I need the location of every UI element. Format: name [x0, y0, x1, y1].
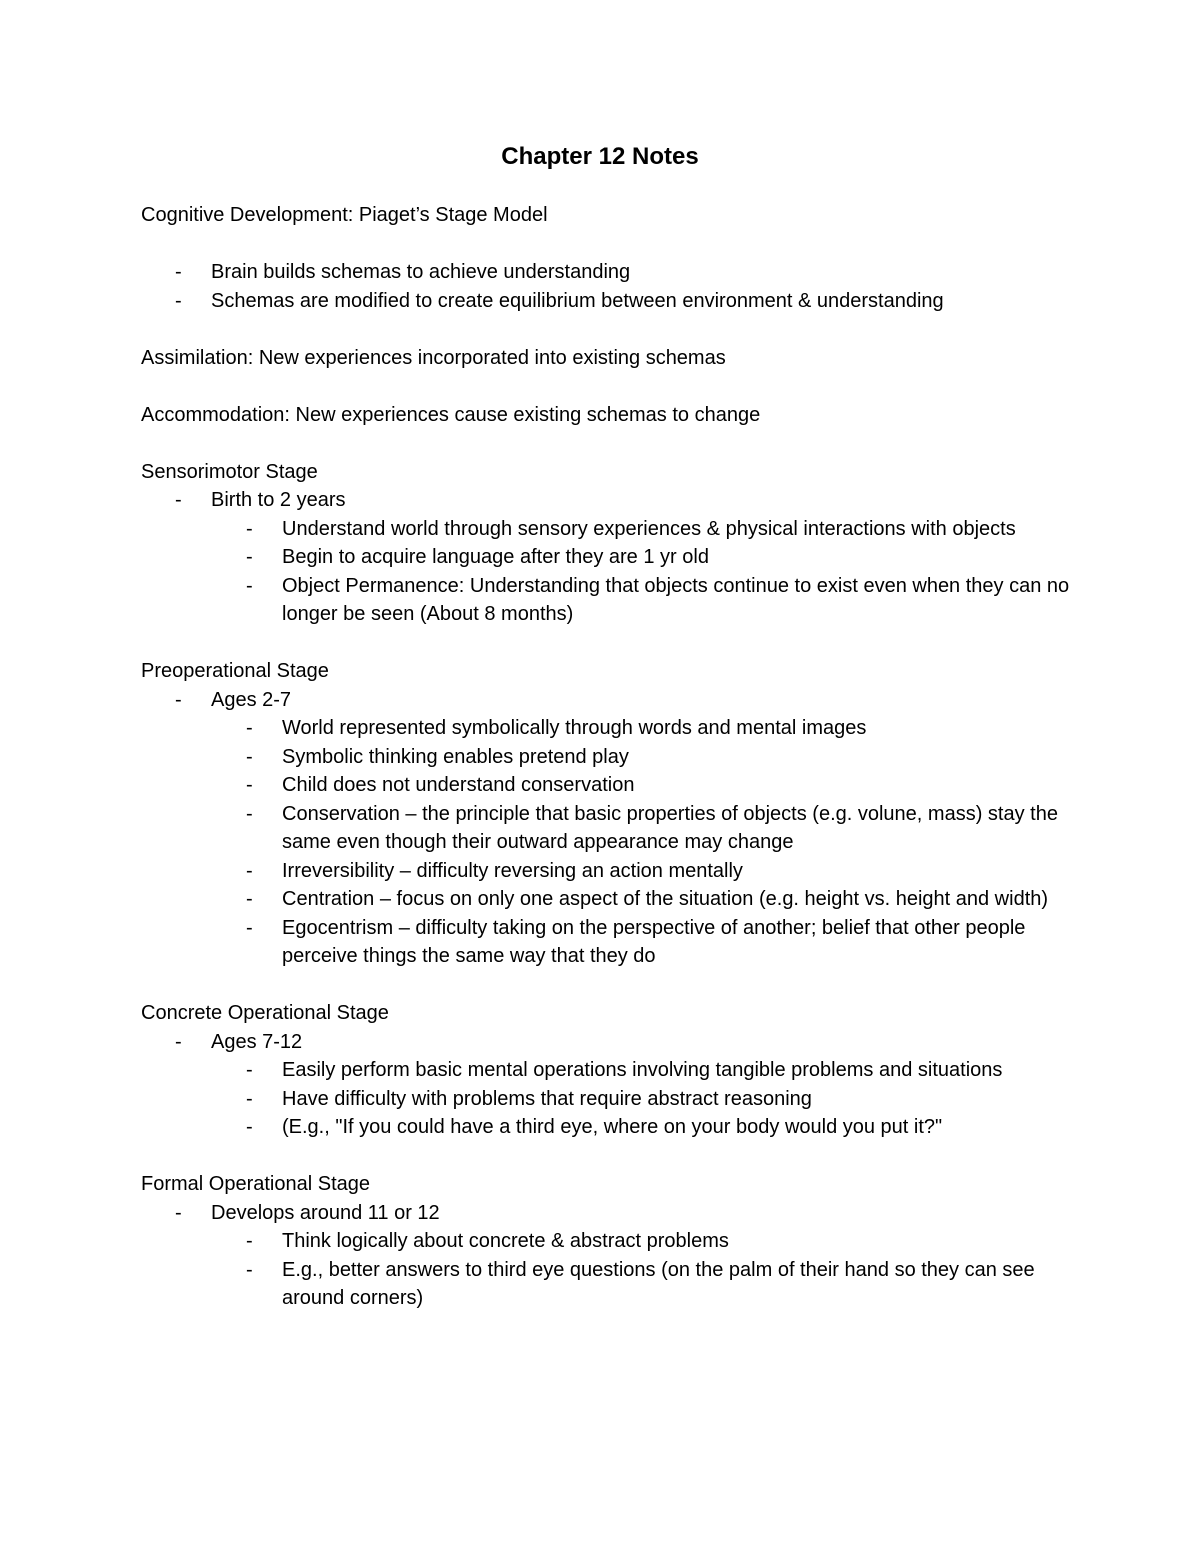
list-item — [141, 1256, 1071, 1313]
list-item — [141, 800, 1071, 857]
bullet-dash: - — [246, 1116, 253, 1138]
list-item — [141, 515, 1071, 544]
list-item-text: Child does not understand conservation — [282, 774, 635, 796]
bullet-dash: - — [175, 289, 182, 312]
list-item — [141, 258, 1071, 287]
spacer — [141, 372, 1071, 401]
bullet-dash: - — [246, 1087, 253, 1110]
list-item — [141, 885, 1071, 914]
list-item — [141, 686, 1071, 715]
bullet-dash: - — [175, 489, 182, 511]
spacer — [141, 629, 1071, 658]
list-item — [141, 543, 1071, 572]
spacer — [141, 1142, 1071, 1171]
list-item-text: Have difficulty with problems that require abstract reasoning — [282, 1087, 812, 1110]
bullet-dash: - — [246, 802, 253, 825]
bullet-dash: - — [246, 859, 253, 882]
spacer — [141, 971, 1071, 1000]
section-heading-preoperational: Preoperational Stage — [141, 660, 329, 682]
list-item — [141, 771, 1071, 800]
list-item-text: Conservation – the principle that basic properties of objects (e.g. volune, mass) stay the same even though their outward appearance may change — [282, 802, 1058, 853]
list-item — [141, 1056, 1071, 1085]
accommodation-definition: Accommodation: New experiences cause existing schemas to change — [141, 403, 761, 426]
bullet-dash: - — [246, 546, 253, 568]
stage-age: Develops around 11 or 12 — [211, 1201, 440, 1224]
list-item-text: Schemas are modified to create equilibrium between environment & understanding — [211, 289, 944, 312]
list-item-text: E.g., better answers to third eye questions (on the palm of their hand so they can see around corners) — [282, 1258, 1035, 1309]
list-item — [141, 287, 1071, 316]
list-item — [141, 486, 1071, 515]
list-item — [141, 743, 1071, 772]
list-item-text: Egocentrism – difficulty taking on the perspective of another; belief that other people perceive things the same way that they do — [282, 916, 1026, 967]
list-item-text: Centration – focus on only one aspect of the situation (e.g. height vs. height and width) — [282, 888, 1049, 910]
list-item-text: Symbolic thinking enables pretend play — [282, 745, 629, 768]
spacer — [141, 429, 1071, 458]
list-item-text: Irreversibility – difficulty reversing an action mentally — [282, 859, 743, 882]
section-heading-cognitive-development: Cognitive Development: Piaget’s Stage Model — [141, 204, 548, 226]
list-item-text: Begin to acquire language after they are 1 yr old — [282, 546, 709, 568]
list-item — [141, 572, 1071, 629]
assimilation-definition: Assimilation: New experiences incorporated into existing schemas — [141, 346, 726, 369]
list-item — [141, 1199, 1071, 1228]
list-item-text: Understand world through sensory experiences & physical interactions with objects — [282, 517, 1016, 540]
list-item — [141, 1227, 1071, 1256]
bullet-dash: - — [246, 1258, 253, 1281]
bullet-dash: - — [175, 1030, 182, 1053]
bullet-dash: - — [246, 916, 253, 939]
section-heading-sensorimotor: Sensorimotor Stage — [141, 460, 318, 483]
bullet-dash: - — [175, 1201, 182, 1224]
bullet-dash: - — [246, 574, 253, 597]
list-item-text: Think logically about concrete & abstract problems — [282, 1230, 729, 1252]
spacer — [141, 230, 1071, 259]
bullet-dash: - — [246, 517, 253, 540]
stage-age: Ages 2-7 — [211, 688, 292, 711]
bullet-dash: - — [175, 261, 182, 283]
section-heading-concrete-operational: Concrete Operational Stage — [141, 1002, 389, 1024]
bullet-dash: - — [246, 1059, 253, 1081]
bullet-dash: - — [246, 888, 253, 910]
list-item — [141, 1028, 1071, 1057]
section-heading-formal-operational: Formal Operational Stage — [141, 1173, 371, 1195]
bullet-dash: - — [246, 717, 253, 739]
bullet-dash: - — [246, 1230, 253, 1252]
stage-age: Birth to 2 years — [211, 489, 346, 511]
document-title: Chapter 12 Notes — [501, 143, 699, 170]
list-item-text: World represented symbolically through words and mental images — [282, 717, 867, 739]
list-item-text: Easily perform basic mental operations involving tangible problems and situations — [282, 1059, 1003, 1081]
bullet-dash: - — [175, 688, 182, 711]
bullet-dash: - — [246, 745, 253, 768]
list-item-text: Object Permanence: Understanding that objects continue to exist even when they can no longer be seen (About 8 months) — [282, 574, 1070, 625]
spacer — [141, 315, 1071, 344]
list-item — [141, 1085, 1071, 1114]
list-item — [141, 914, 1071, 971]
document-body — [141, 201, 1071, 1313]
list-item — [141, 714, 1071, 743]
list-item — [141, 1113, 1071, 1142]
list-item — [141, 857, 1071, 886]
stage-age: Ages 7-12 — [211, 1030, 303, 1053]
list-item-text: Brain builds schemas to achieve understanding — [211, 261, 631, 283]
bullet-dash: - — [246, 774, 253, 796]
list-item-text: (E.g., "If you could have a third eye, where on your body would you put it?" — [282, 1116, 943, 1138]
